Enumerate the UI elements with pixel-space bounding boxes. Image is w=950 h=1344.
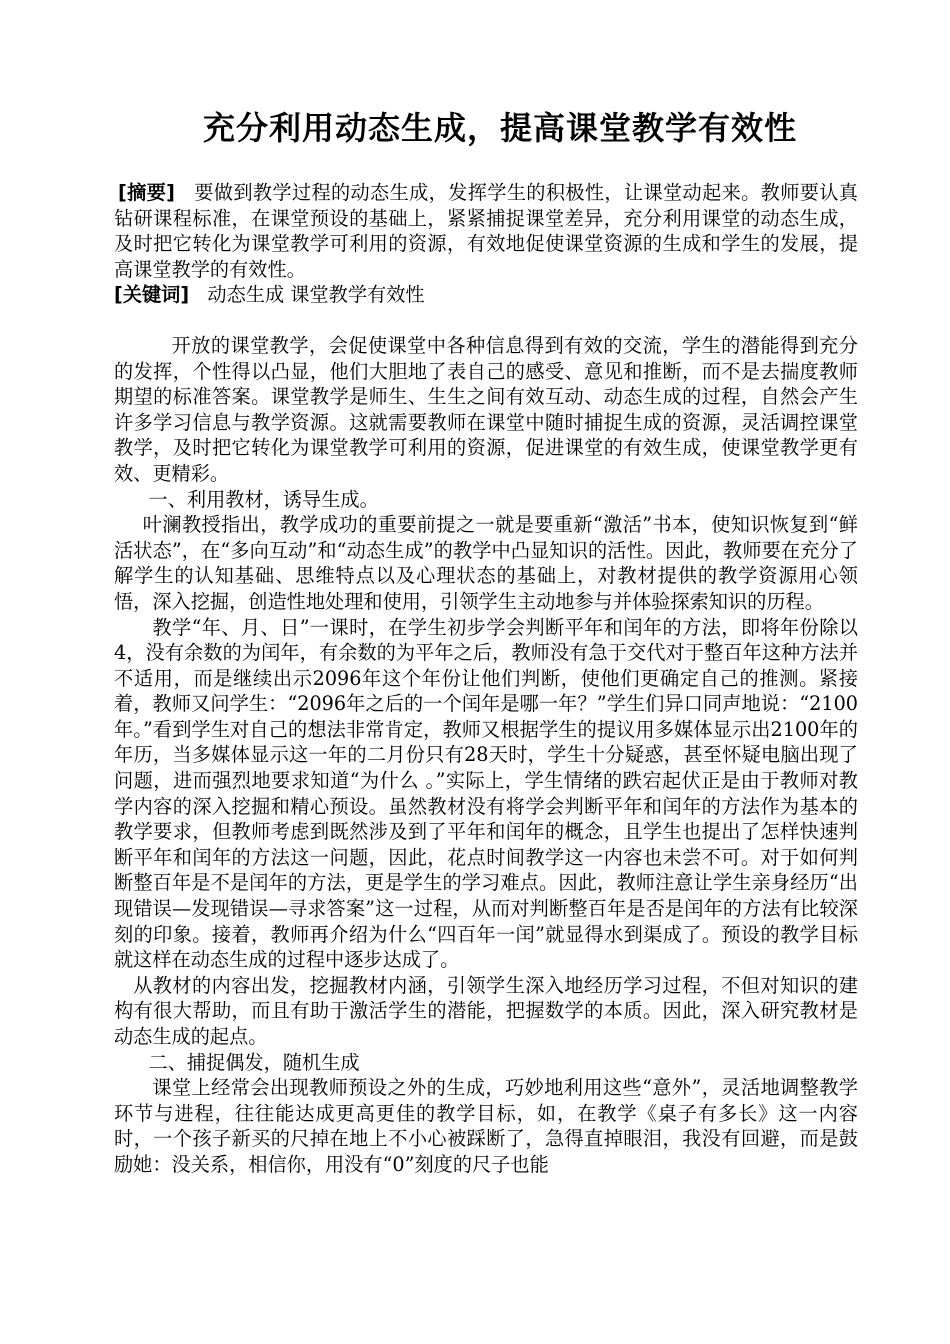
section-heading-2: 二、捕捉偶发，随机生成	[148, 1050, 360, 1074]
body-paragraph: 课堂上经常会出现教师预设之外的生成，巧妙地利用这些“意外”，灵活地调整教学环节与进程，往往能达成更高更佳的教学目标，如，在教学《桌子有多长》这一内容时，一个孩子新买的尺掉在地上不小心被踩断了，急得直掉眼泪，我没有回避，而是鼓励她：没关系，相信你，用没有“0”刻度的尺子也能	[114, 1076, 858, 1176]
keywords-paragraph	[114, 282, 858, 308]
document-body	[114, 180, 858, 1178]
body-paragraph: 从教材的内容出发，挖掘教材内涵，引领学生深入地经历学习过程，不但对知识的建构有很大帮助，而且有助于激活学生的潜能，把握数学的本质。因此，深入研究教材是动态生成的起点。	[114, 973, 858, 1048]
body-paragraph: 叶澜教授指出，教学成功的重要前提之一就是要重新“激活”书本，使知识恢复到“鲜活状态”，在“多向互动”和“动态生成”的教学中凸显知识的活性。因此，教师要在充分了解学生的认知基础、思维特点以及心理状态的基础上，对教材提供的教学资源用心领悟，深入挖掘，创造性地处理和使用，引领学生主动地参与并体验探索知识的历程。	[114, 513, 858, 613]
keywords-text: 动态生成 课堂教学有效性	[207, 283, 425, 307]
keywords-label: [关键词]	[114, 283, 190, 307]
abstract-text: 要做到教学过程的动态生成，发挥学生的积极性，让课堂动起来。教师要认真钻研课程标准，在课堂预设的基础上，紧紧捕捉课堂差异，充分利用课堂的动态生成，及时把它转化为课堂教学可利用的资源，有效地促使课堂资源的生成和学生的发展，提高课堂教学的有效性。	[114, 181, 858, 281]
page-title: 充分利用动态生成，提高课堂教学有效性	[202, 109, 797, 147]
spacer	[114, 308, 858, 333]
body-paragraph: 教学“年、月、日”一课时，在学生初步学会判断平年和闰年的方法，即将年份除以4，没有余数的为闰年，有余数的为平年之后，教师没有急于交代对于整百年这种方法并不适用，而是继续出示2096年这个年份让他们判断，使他们更确定自己的推测。紧接着，教师又问学生：“2096年之后的一个闰年是哪一年？”学生们异口同声地说：“2100年。”看到学生对自己的想法非常肯定，教师又根据学生的提议用多媒体显示出2100年的年历，当多媒体显示这一年的二月份只有28天时，学生十分疑惑，甚至怀疑电脑出现了问题，进而强烈地要求知道“为什么 。”实际上，学生情绪的跌宕起伏正是由于教师对教学内容的深入挖掘和精心预设。虽然教材没有将学会判断平年和闰年的方法作为基本的教学要求，但教师考虑到既然涉及到了平年和闰年的概念，且学生也提出了怎样快速判断平年和闰年的方法这一问题，因此，花点时间教学这一内容也未尝不可。对于如何判断整百年是不是闰年的方法，更是学生的学习难点。因此，教师注意让学生亲身经历“出现错误—发现错误—寻求答案”这一过程，从而对判断整百年是否是闰年的方法有比较深刻的印象。接着，教师再介绍为什么“四百年一闰”就显得水到渠成了。预设的教学目标就这样在动态生成的过程中逐步达成了。	[114, 615, 858, 972]
section-heading-1: 一、利用教材，诱导生成。	[148, 487, 379, 511]
abstract-paragraph	[114, 180, 858, 282]
intro-paragraph: 开放的课堂教学，会促使课堂中各种信息得到有效的交流，学生的潜能得到充分的发挥，个性得以凸显，他们大胆地了表自己的感受、意见和推断，而不是去揣度教师期望的标准答案。课堂教学是师生、生生之间有效互动、动态生成的过程，自然会产生许多学习信息与教学资源。这就需要教师在课堂中随时捕捉生成的资源，灵活调控课堂教学，及时把它转化为课堂教学可利用的资源，促进课堂的有效生成，使课堂教学更有效、更精彩。	[114, 333, 858, 485]
abstract-label: [摘要]	[118, 181, 175, 204]
